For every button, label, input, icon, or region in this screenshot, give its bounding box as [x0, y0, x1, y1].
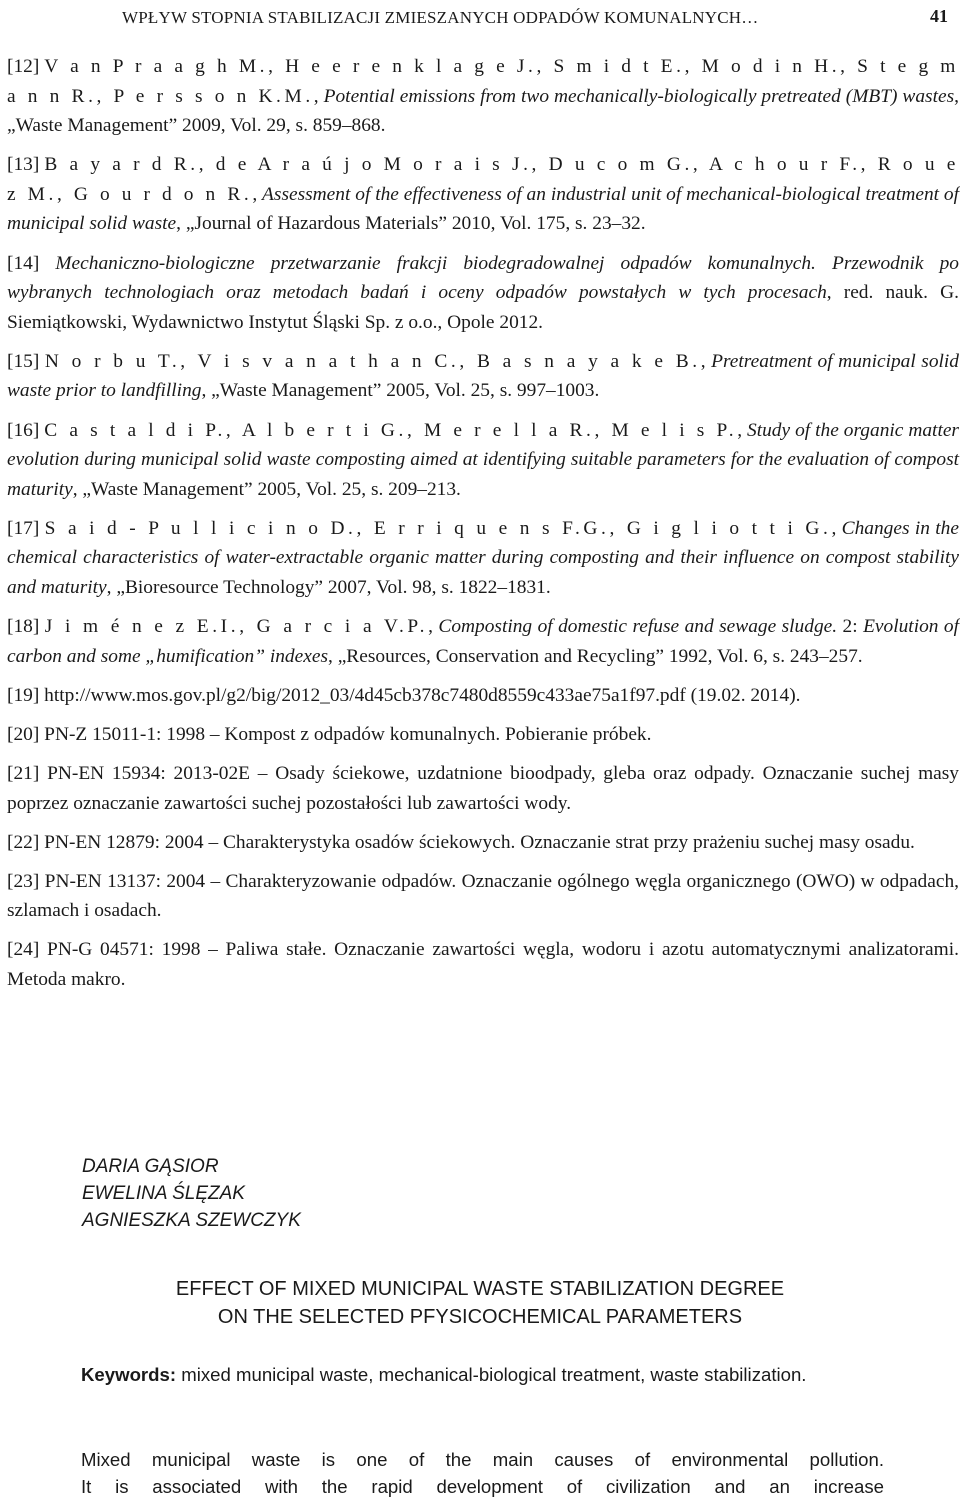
reference-title: Pretreatment of municipal solid waste prior to landfilling: [7, 350, 960, 402]
reference-title: Mechaniczno-biologiczne przetwarzanie frakcji biodegradowalnej odpadów komunalnych. Przewodnik po wybranych technologiach oraz metodach badań i oceny odpadów powstałych w tych procesach: [7, 252, 959, 304]
reference-14: [14] Mechaniczno-biologiczne przetwarzanie frakcji biodegradowalnej odpadów komunalnych. Przewodnik po wybranych technologiach oraz metodach badań i oceny odpadów powstałych w tych procesach, red. nauk. G. Siemiątkowski, Wydawnictwo Instytut Śląski Sp. z o.o., Opole 2012.: [7, 252, 959, 333]
reference-number: [18]: [7, 616, 40, 638]
author-name: EWELINA ŚLĘZAK: [82, 1183, 245, 1204]
author-name: AGNIESZKA SZEWCZYK: [82, 1210, 301, 1231]
reference-source: „Journal of Hazardous Materials” 2010, Vol. 175, s. 23–32.: [185, 213, 646, 235]
reference-17: [17] S a i d - P u l l i c i n o D., E r r i q u e n s F.G., G i g l i o t t i G., Changes in the chemical characteristics of water-extractable organic matter during composting and their influence on compost stability and maturity, „Bioresource Technology” 2007, Vol. 98, s. 1822–1831.: [7, 517, 959, 598]
reference-number: [23]: [7, 870, 40, 892]
reference-number: [24]: [7, 939, 40, 961]
reference-text: PN-EN 12879: 2004 – Charakterystyka osadów ściekowych. Oznaczanie strat przy prażeniu suchej masy osadu.: [44, 831, 915, 853]
reference-list: [7, 52, 959, 1004]
reference-text: PN-Z 15011-1: 1998 – Kompost z odpadów komunalnych. Pobieranie próbek.: [44, 723, 652, 745]
reference-authors: V a n P r a a g h M., H e e r e n k l a g e J., S m i d t E., M o d i n H., S t e g m a n n R., P e r s s o n K.M.: [7, 56, 959, 107]
reference-number: [13]: [7, 154, 40, 176]
author-name: DARIA GĄSIOR: [82, 1156, 219, 1177]
abstract-line: Mixed municipal waste is one of the main causes of environmental pollution.: [81, 1449, 884, 1470]
reference-12: [12] V a n P r a a g h M., H e e r e n k l a g e J., S m i d t E., M o d i n H., S t e g m a n n R., P e r s s o n K.M., Potential emissions from two mechanically-biologically pretreated (MBT) wastes, „Waste Management” 2009, Vol. 29, s. 859–868.: [7, 56, 960, 137]
reference-authors: S a i d - P u l l i c i n o D., E r r i q u e n s F.G., G i g l i o t t i G.: [44, 517, 832, 539]
page-number: 41: [930, 6, 948, 26]
english-title-line: ON THE SELECTED PFYSICOCHEMICAL PARAMETERS: [217, 1306, 743, 1328]
reference-title: Study of the organic matter evolution during municipal solid waste composting aimed at identifying suitable parameters for the evaluation of compost maturity: [7, 419, 959, 500]
reference-number: [20]: [7, 723, 40, 745]
reference-text: PN-G 04571: 1998 – Paliwa stałe. Oznaczanie zawartości węgla, wodoru i azotu automatycznymi analizatorami. Metoda makro.: [7, 939, 959, 991]
reference-authors: N o r b u T., V i s v a n a t h a n C., B a s n a y a k e B.: [44, 350, 701, 372]
article-authors: [82, 1153, 301, 1234]
reference-source: „Bioresource Technology” 2007, Vol. 98, s. 1822–1831.: [116, 577, 551, 598]
reference-24: [7, 935, 959, 994]
reference-title: Potential emissions from two mechanically-biologically pretreated (MBT) wastes: [323, 85, 955, 107]
reference-source: „Resources, Conservation and Recycling” 1992, Vol. 6, s. 243–257.: [337, 645, 863, 667]
english-title-line: EFFECT OF MIXED MUNICIPAL WASTE STABILIZATION DEGREE: [175, 1278, 785, 1300]
running-title: WPŁYW STOPNIA STABILIZACJI ZMIESZANYCH ODPADÓW KOMUNALNYCH…: [122, 8, 759, 27]
reference-number: [14]: [7, 252, 40, 274]
reference-title: Changes in the chemical characteristics of water-extractable organic matter during composting and their influence on compost stability and maturity: [7, 517, 959, 598]
reference-number: [15]: [7, 350, 40, 372]
reference-authors: J i m é n e z E.I., G a r c i a V.P.: [44, 616, 429, 638]
reference-16: [16] C a s t a l d i P., A l b e r t i G., M e r e l l a R., M e l i s P., Study of the organic matter evolution during municipal solid waste composting aimed at identifying suitable parameters for the evaluation of compost maturity, „Waste Management” 2005, Vol. 25, s. 209–213.: [7, 419, 959, 500]
reference-number: [21]: [7, 762, 40, 784]
abstract-line: It is associated with the rapid development of civilization and an increase: [81, 1476, 884, 1497]
reference-number: [16]: [7, 419, 40, 441]
keywords: [81, 1361, 881, 1388]
abstract: [81, 1446, 884, 1500]
reference-source: „Waste Management” 2005, Vol. 25, s. 209–213.: [82, 478, 461, 500]
reference-21: [7, 759, 959, 818]
reference-number: [17]: [7, 517, 40, 539]
reference-title-part: 2:: [837, 616, 864, 638]
reference-text: PN-EN 15934: 2013-02E – Osady ściekowe, uzdatnione bioodpady, gleba oraz odpady. Oznaczanie suchej masy poprzez oznaczanie zawartości suchej pozostałości lub zawartości wody.: [7, 762, 959, 814]
reference-title: Assessment of the effectiveness of an industrial unit of mechanical-biological treatment of municipal solid waste: [7, 183, 959, 235]
reference-authors: B a y a r d R., d e A r a ú j o M o r a i s J., D u c o m G., A c h o u r F., R o u e z M., G o u r d o n R.: [7, 154, 959, 205]
reference-number: [12]: [7, 56, 40, 77]
reference-13: [13] B a y a r d R., d e A r a ú j o M o r a i s J., D u c o m G., A c h o u r F., R o u e z M., G o u r d o n R., Assessment of the effectiveness of an industrial unit of mechanical-biological treatment of municipal solid waste, „Journal of Hazardous Materials” 2010, Vol. 175, s. 23–32.: [7, 154, 959, 235]
keywords-label: Keywords:: [81, 1364, 177, 1385]
reference-23: [7, 867, 959, 926]
reference-15: [15] N o r b u T., V i s v a n a t h a n C., B a s n a y a k e B., Pretreatment of municipal solid waste prior to landfilling, „Waste Management” 2005, Vol. 25, s. 997–1003.: [7, 350, 960, 402]
reference-number: [19]: [7, 684, 40, 706]
reference-source: „Waste Management” 2009, Vol. 29, s. 859–868.: [7, 115, 386, 137]
reference-19: [7, 681, 959, 711]
reference-18: [18] J i m é n e z E.I., G a r c i a V.P., Composting of domestic refuse and sewage sludge. 2: Evolution of carbon and some „humification” indexes, „Resources, Conservation and Recycling” 1992, Vol. 6, s. 243–257.: [7, 616, 959, 667]
reference-source: „Waste Management” 2005, Vol. 25, s. 997–1003.: [211, 380, 600, 402]
reference-title: Composting of domestic refuse and sewage sludge.: [438, 616, 838, 638]
reference-20: [7, 720, 959, 750]
reference-text: PN-EN 13137: 2004 – Charakteryzowanie odpadów. Oznaczanie ogólnego węgla organicznego (OWO) w odpadach, szlamach i osadach.: [7, 870, 959, 922]
keywords-text: mixed municipal waste, mechanical-biological treatment, waste stabilization.: [176, 1364, 807, 1385]
reference-authors: C a s t a l d i P., A l b e r t i G., M e r e l l a R., M e l i s P.: [44, 419, 738, 441]
reference-subtitle: Evolution of carbon and some „humification” indexes: [7, 616, 959, 667]
reference-22: [7, 828, 959, 858]
reference-source: red. nauk. G. Siemiątkowski, Wydawnictwo Instytut Śląski Sp. z o.o., Opole 2012.: [7, 282, 959, 333]
running-header: [0, 2, 960, 32]
reference-number: [22]: [7, 831, 40, 853]
english-title: [0, 1275, 960, 1331]
reference-text: http://www.mos.gov.pl/g2/big/2012_03/4d45cb378c7480d8559c433ae75a1f97.pdf (19.02. 2014).: [44, 684, 801, 706]
